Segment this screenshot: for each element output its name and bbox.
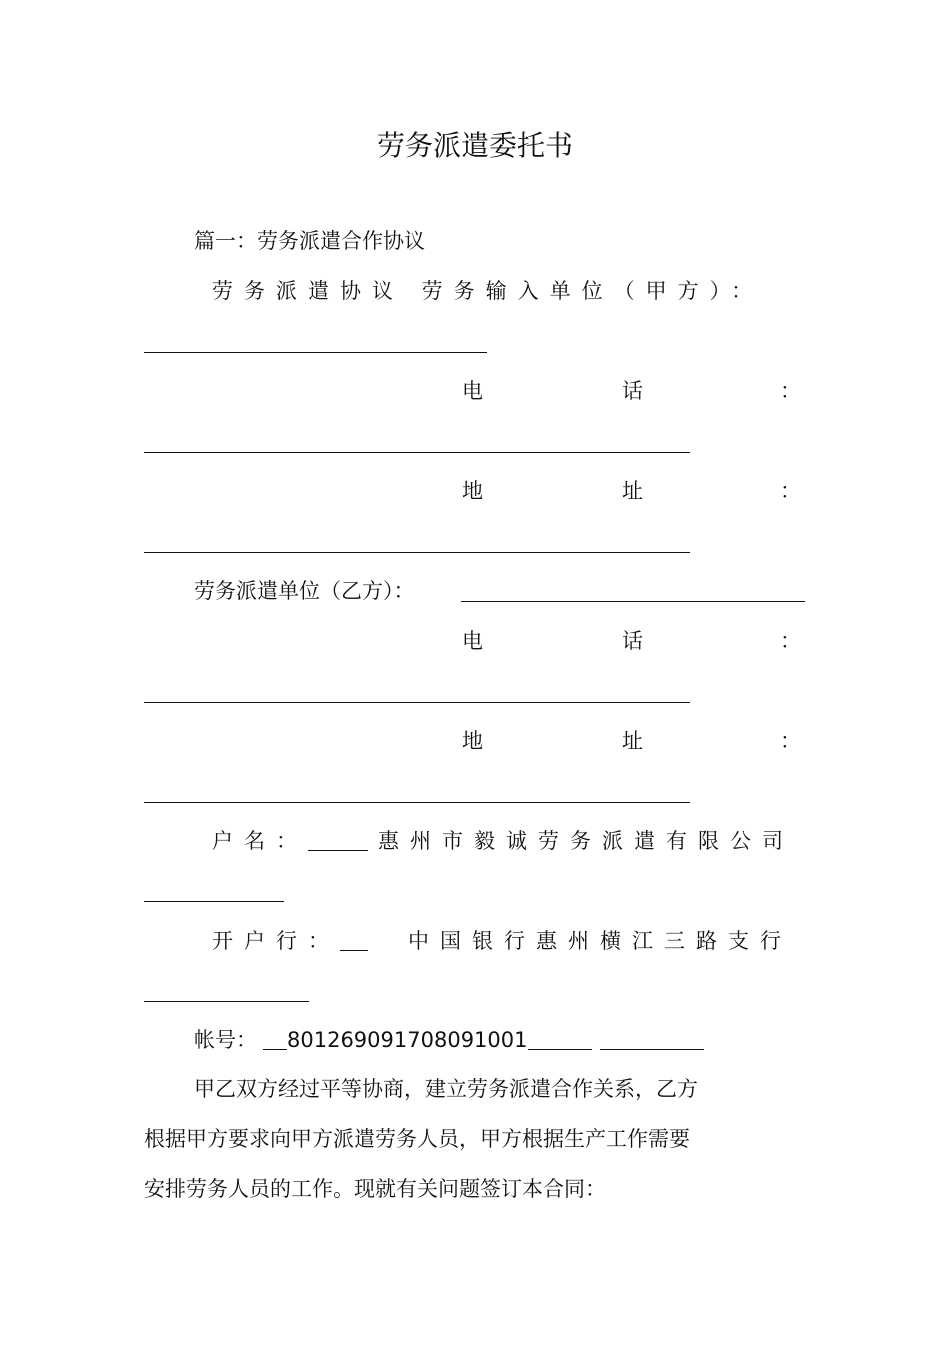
party-a-phone-label-2: 话: [622, 379, 643, 403]
party-a-phone-colon: ：: [780, 379, 801, 403]
paragraph-line-2: 根据甲方要求向甲方派遣劳务人员，甲方根据生产工作需要: [144, 1127, 690, 1151]
party-b-phone-colon: ：: [780, 629, 801, 653]
account-no-value: 801269091708091001: [287, 1028, 528, 1052]
party-b-blank: [461, 601, 805, 602]
account-name-underline: [308, 850, 368, 851]
bank-value: 中国银行惠州横江三路支行: [408, 929, 792, 953]
paragraph-line-1: 甲乙双方经过平等协商，建立劳务派遣合作关系，乙方: [194, 1077, 698, 1101]
account-name-label: 户名：: [212, 829, 308, 853]
account-name-row: [212, 826, 794, 856]
account-no-underline-extra: [600, 1049, 704, 1050]
paragraph-line-3: 安排劳务人员的工作。现就有关问题签订本合同：: [144, 1177, 606, 1201]
party-b-address-label-2: 址: [622, 729, 643, 753]
account-no-label: 帐号：: [194, 1028, 257, 1052]
document-title: 劳务派遣委托书: [376, 129, 573, 162]
party-b-phone-label-2: 话: [622, 629, 643, 653]
account-no-row: [194, 1025, 704, 1055]
party-b-address-colon: ：: [780, 729, 801, 753]
party-a-address-blank: [144, 552, 690, 553]
party-a-blank: [144, 352, 487, 353]
party-a-line: 劳务派遣协议 劳务输入单位（甲方）：: [212, 279, 764, 303]
account-name-value: 惠州市毅诚劳务派遣有限公司: [378, 829, 794, 853]
account-no-underline-pre: [263, 1049, 287, 1050]
bank-blank: [144, 1001, 309, 1002]
party-a-address-label-2: 址: [622, 479, 643, 503]
section-heading: 篇一：劳务派遣合作协议: [194, 229, 425, 253]
party-b-line: 劳务派遣单位（乙方）：: [194, 579, 415, 603]
party-b-phone-blank: [144, 702, 690, 703]
party-a-address-label-1: 地: [462, 479, 483, 503]
party-b-phone-label-1: 电: [462, 629, 483, 653]
party-a-phone-blank: [144, 452, 690, 453]
party-a-phone-label-1: 电: [462, 379, 483, 403]
party-b-address-blank: [144, 802, 690, 803]
party-a-address-colon: ：: [780, 479, 801, 503]
account-name-blank: [144, 901, 284, 902]
bank-underline: [340, 950, 368, 951]
bank-label: 开户行：: [212, 929, 340, 953]
account-no-underline-post: [528, 1049, 592, 1050]
party-b-address-label-1: 地: [462, 729, 483, 753]
bank-row: [212, 926, 792, 956]
